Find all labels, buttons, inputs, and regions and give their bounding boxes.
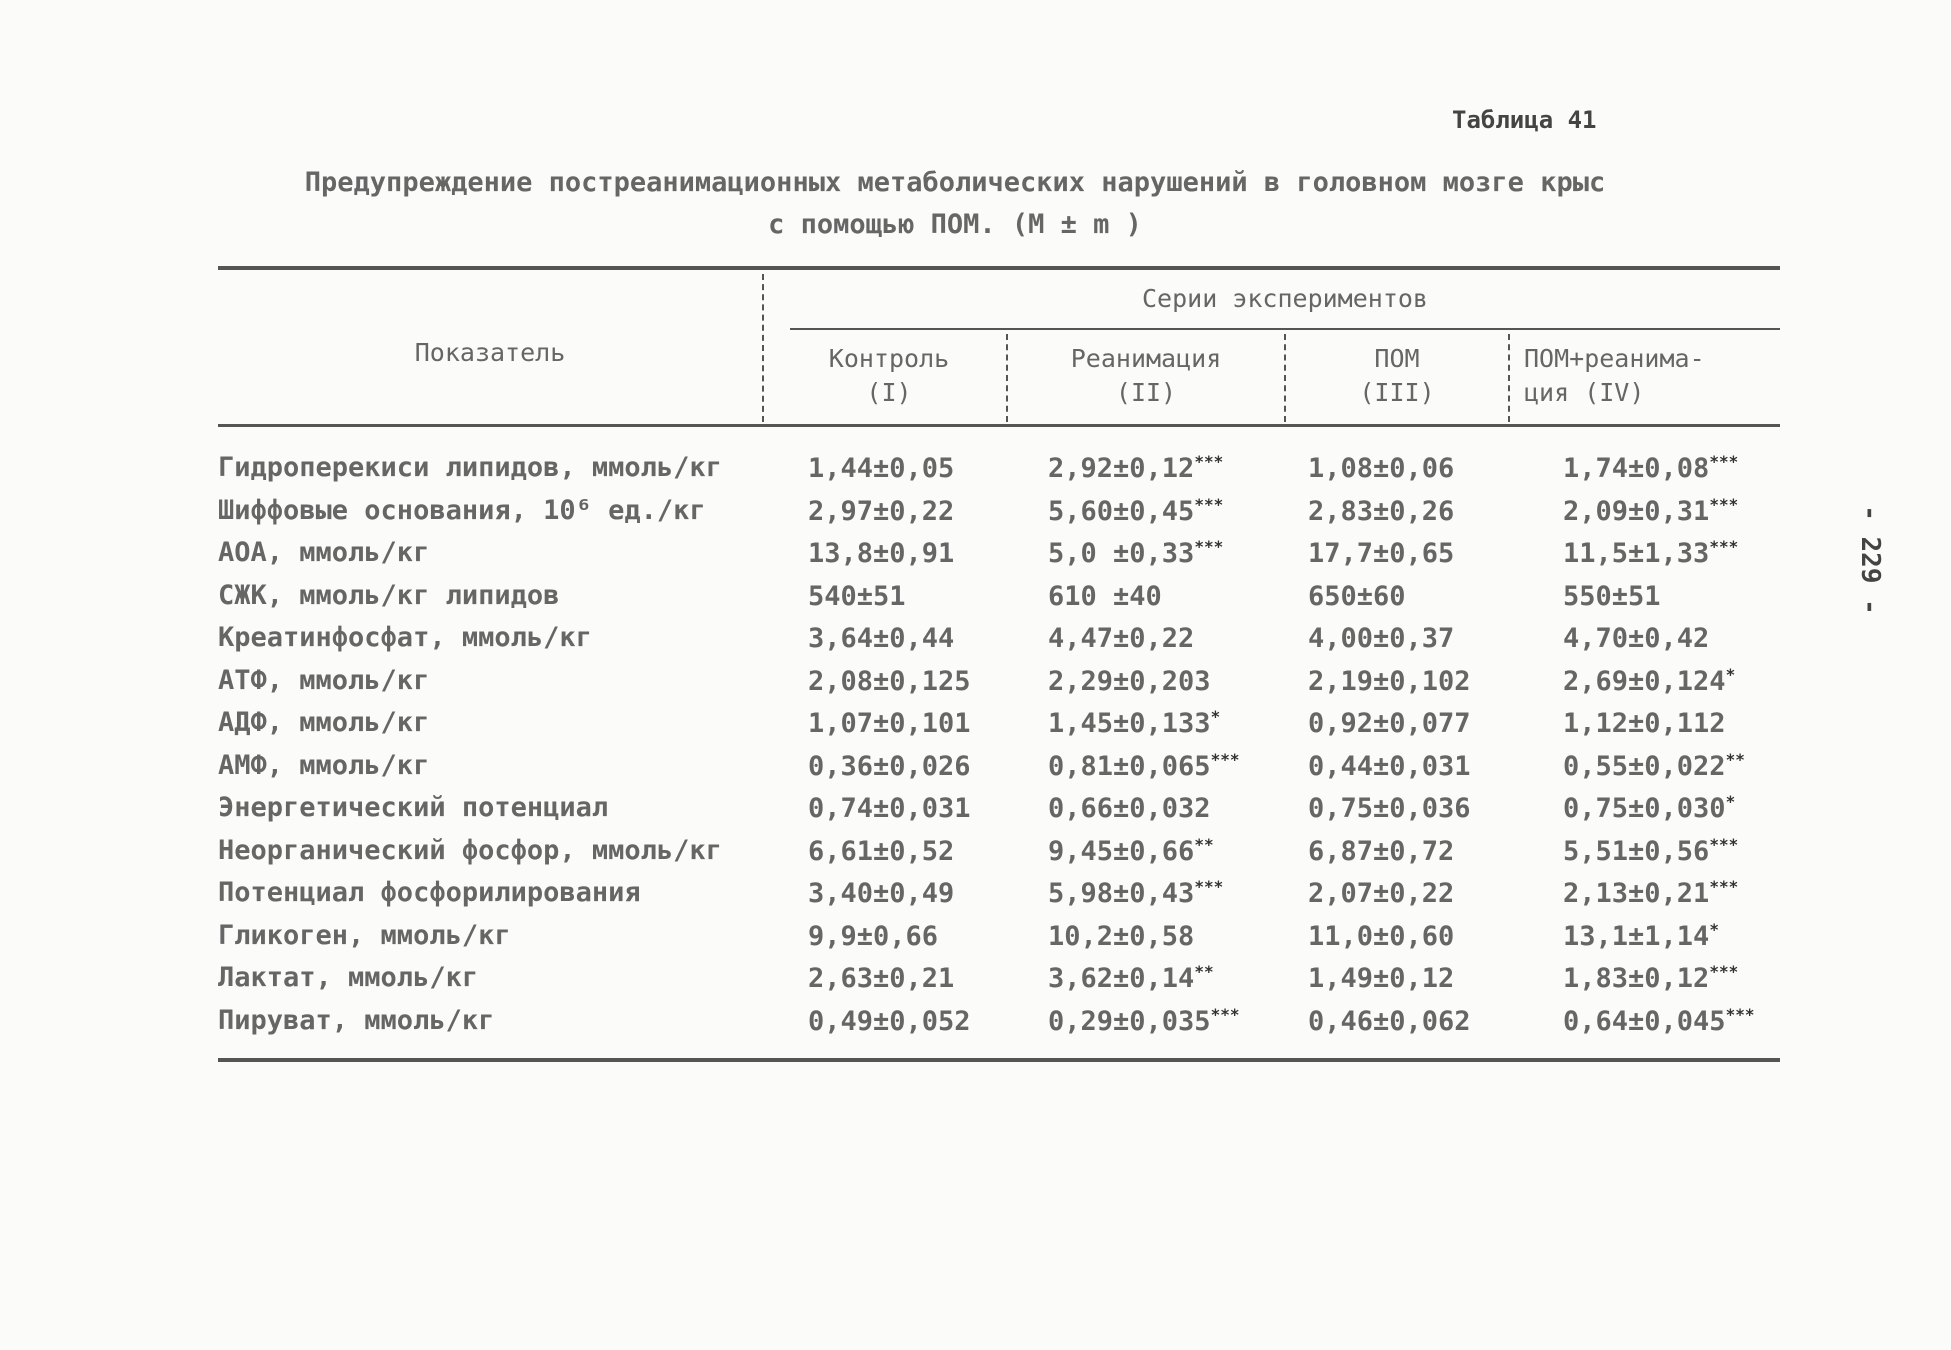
significance-mark: *: [1725, 792, 1736, 811]
value-cell: [808, 835, 954, 867]
value-cell: [1563, 707, 1726, 739]
value-text: 0,55±0,022: [1563, 750, 1726, 782]
significance-mark: **: [1725, 749, 1745, 769]
value-cell: [1308, 707, 1471, 739]
value-text: 0,81±0,065: [1048, 750, 1211, 782]
table-title: [220, 162, 1690, 246]
value-text: 650±60: [1308, 580, 1406, 612]
value-text: 1,07±0,101: [808, 708, 971, 739]
value-text: 3,64±0,44: [808, 623, 955, 654]
value-text: 3,62±0,14: [1048, 963, 1195, 994]
title-line-1: Предупреждение постреанимационных метаболических нарушений в головном мозге крыс: [304, 167, 1606, 198]
indicator-cell: СЖК, ммоль/кг липидов: [218, 579, 560, 611]
value-text: 4,47±0,22: [1048, 623, 1195, 654]
value-text: 11,5±1,33: [1563, 538, 1710, 569]
series-name: Контроль: [828, 344, 950, 373]
significance-mark: *: [1709, 919, 1719, 939]
value-cell: [1563, 452, 1738, 484]
value-text: 2,08±0,125: [808, 665, 971, 697]
value-cell: [808, 962, 954, 994]
value-cell: [1308, 920, 1454, 952]
value-cell: [1563, 877, 1738, 909]
value-cell: [808, 665, 971, 697]
value-cell: [1563, 495, 1738, 527]
value-cell: [1308, 622, 1454, 654]
value-cell: [1563, 750, 1745, 782]
indicator-cell: Пируват, ммоль/кг: [218, 1004, 495, 1036]
value-text: 610 ±40: [1048, 580, 1162, 612]
value-text: 2,69±0,124: [1563, 665, 1726, 697]
table-label: Таблица 41: [1452, 106, 1597, 134]
value-text: 2,09±0,31: [1563, 495, 1710, 527]
value-text: 0,74±0,031: [808, 793, 971, 824]
series-header-3: [1288, 342, 1506, 410]
table-row: [218, 707, 1780, 749]
value-cell: [1308, 792, 1471, 824]
value-text: 2,19±0,102: [1308, 665, 1471, 697]
value-cell: [1563, 1005, 1754, 1037]
significance-mark: *: [1210, 707, 1221, 726]
value-text: 17,7±0,65: [1308, 538, 1455, 569]
value-text: 9,45±0,66: [1048, 835, 1195, 867]
value-cell: [808, 707, 971, 739]
indicator-cell: АМФ, ммоль/кг: [218, 749, 430, 781]
indicator-cell: Лактат, ммоль/кг: [218, 962, 479, 993]
value-text: 2,29±0,203: [1048, 665, 1211, 697]
series-code: (III): [1359, 378, 1435, 407]
value-cell: [1048, 835, 1214, 867]
significance-mark: ***: [1709, 834, 1739, 854]
significance-mark: ***: [1210, 749, 1240, 769]
column-separator: [1006, 334, 1008, 422]
value-cell: [1048, 1005, 1239, 1037]
value-cell: [1563, 920, 1719, 952]
value-text: 2,97±0,22: [808, 495, 955, 527]
value-text: 0,36±0,026: [808, 750, 971, 782]
value-cell: [1308, 750, 1471, 782]
indicator-cell: Гликоген, ммоль/кг: [218, 919, 511, 951]
significance-mark: ***: [1709, 962, 1739, 981]
value-cell: [808, 877, 954, 909]
value-text: 0,92±0,077: [1308, 708, 1471, 739]
value-text: 0,29±0,035: [1048, 1005, 1211, 1037]
value-text: 4,00±0,37: [1308, 623, 1455, 654]
table-row: [218, 537, 1780, 579]
value-cell: [1048, 707, 1220, 739]
significance-mark: ***: [1210, 1004, 1240, 1024]
significance-mark: ***: [1709, 537, 1739, 556]
value-cell: [808, 495, 954, 527]
table-row: [218, 835, 1780, 877]
value-cell: [1048, 792, 1211, 824]
value-text: 2,13±0,21: [1563, 878, 1710, 909]
value-text: 0,75±0,030: [1563, 793, 1726, 824]
value-cell: [1048, 537, 1223, 569]
value-text: 0,44±0,031: [1308, 750, 1471, 782]
series-name: ПОМ: [1374, 344, 1420, 373]
series-name: ПОМ+реанима-: [1524, 344, 1705, 373]
value-cell: [1048, 962, 1214, 994]
value-cell: [808, 580, 906, 612]
significance-mark: ***: [1194, 877, 1224, 896]
table-row: [218, 622, 1780, 664]
value-cell: [808, 1005, 971, 1037]
value-text: 11,0±0,60: [1308, 920, 1455, 952]
value-cell: [1048, 495, 1223, 527]
value-text: 540±51: [808, 580, 906, 612]
table-row: [218, 962, 1780, 1004]
table-row: [218, 877, 1780, 919]
significance-mark: ***: [1725, 1004, 1755, 1024]
column-separator: [1284, 334, 1286, 422]
value-text: 9,9±0,66: [808, 920, 939, 952]
value-text: 6,61±0,52: [808, 835, 955, 867]
indicator-cell: Шиффовые основания, 10⁶ ед./кг: [218, 494, 706, 526]
page-number: - 229 -: [1854, 505, 1885, 615]
table-row: [218, 495, 1780, 537]
column-separator: [1508, 334, 1510, 422]
value-cell: [1308, 1005, 1471, 1037]
value-text: 0,46±0,062: [1308, 1005, 1471, 1037]
value-cell: [1048, 580, 1162, 612]
value-text: 10,2±0,58: [1048, 920, 1195, 952]
table-row: [218, 665, 1780, 707]
significance-mark: ***: [1709, 452, 1739, 471]
significance-mark: ***: [1709, 494, 1739, 514]
table-row: [218, 750, 1780, 792]
significance-mark: **: [1194, 962, 1214, 981]
indicator-cell: АДФ, ммоль/кг: [218, 707, 430, 738]
data-table: [218, 266, 1780, 1066]
value-cell: [1563, 622, 1709, 654]
value-cell: [1048, 877, 1223, 909]
series-code: (I): [866, 378, 912, 407]
value-text: 0,49±0,052: [808, 1005, 971, 1037]
value-text: 2,07±0,22: [1308, 878, 1455, 909]
value-text: 3,40±0,49: [808, 878, 955, 909]
series-header-2: [1010, 342, 1282, 410]
indicator-cell: Энергетический потенциал: [218, 792, 609, 823]
value-cell: [1048, 920, 1194, 952]
value-cell: [1048, 750, 1239, 782]
value-text: 2,92±0,12: [1048, 453, 1195, 484]
value-text: 5,51±0,56: [1563, 835, 1710, 867]
value-cell: [1308, 537, 1454, 569]
value-cell: [1308, 877, 1454, 909]
value-text: 1,44±0,05: [808, 453, 955, 484]
value-cell: [1048, 622, 1194, 654]
value-cell: [1563, 962, 1738, 994]
value-cell: [1308, 495, 1454, 527]
group-rule: [790, 328, 1780, 330]
value-cell: [1308, 665, 1471, 697]
value-text: 13,1±1,14: [1563, 920, 1710, 952]
series-header-4: [1512, 342, 1780, 410]
value-cell: [1563, 580, 1661, 612]
value-cell: [1048, 452, 1223, 484]
value-text: 1,08±0,06: [1308, 453, 1455, 484]
indicator-cell: АОА, ммоль/кг: [218, 537, 430, 568]
series-name: Реанимация: [1070, 344, 1222, 373]
significance-mark: ***: [1194, 494, 1224, 514]
value-text: 4,70±0,42: [1563, 623, 1710, 654]
group-header: Серии экспериментов: [1142, 284, 1428, 313]
value-cell: [1308, 452, 1454, 484]
header-bottom-rule: [218, 424, 1780, 427]
significance-mark: **: [1194, 834, 1214, 854]
significance-mark: *: [1725, 664, 1736, 684]
value-text: 2,63±0,21: [808, 963, 955, 994]
significance-mark: ***: [1194, 452, 1224, 471]
significance-mark: ***: [1194, 537, 1224, 556]
value-cell: [1563, 835, 1738, 867]
indicator-cell: Гидроперекиси липидов, ммоль/кг: [218, 452, 722, 483]
table-row: [218, 452, 1780, 494]
value-text: 1,83±0,12: [1563, 963, 1710, 994]
value-cell: [808, 537, 954, 569]
value-cell: [1563, 665, 1735, 697]
indicator-cell: АТФ, ммоль/кг: [218, 664, 430, 696]
value-cell: [1563, 537, 1738, 569]
value-text: 13,8±0,91: [808, 538, 955, 569]
value-text: 6,87±0,72: [1308, 835, 1455, 867]
series-header-1: [774, 342, 1004, 410]
value-text: 0,75±0,036: [1308, 793, 1471, 824]
value-text: 1,45±0,133: [1048, 708, 1211, 739]
top-rule: [218, 266, 1780, 270]
value-cell: [808, 452, 954, 484]
value-text: 1,74±0,08: [1563, 453, 1710, 484]
value-cell: [1308, 835, 1454, 867]
value-text: 1,49±0,12: [1308, 963, 1455, 994]
table-row: [218, 920, 1780, 962]
value-cell: [1308, 962, 1454, 994]
value-text: 1,12±0,112: [1563, 708, 1726, 739]
series-code: (II): [1115, 378, 1177, 407]
table-row: [218, 792, 1780, 834]
value-cell: [1563, 792, 1735, 824]
column-separator: [762, 274, 764, 422]
title-line-2: с помощью ПОМ. (M ± m ): [768, 209, 1142, 240]
value-text: 0,66±0,032: [1048, 793, 1211, 824]
value-cell: [808, 792, 971, 824]
indicator-cell: Креатинфосфат, ммоль/кг: [218, 622, 592, 653]
value-text: 2,83±0,26: [1308, 495, 1455, 527]
value-text: 550±51: [1563, 580, 1661, 612]
value-cell: [1048, 665, 1211, 697]
value-cell: [808, 920, 938, 952]
indicator-cell: Потенциал фосфорилирования: [218, 877, 641, 908]
value-cell: [808, 622, 954, 654]
value-cell: [1308, 580, 1406, 612]
series-code: ция (IV): [1524, 378, 1645, 407]
table-row: [218, 580, 1780, 622]
value-text: 5,98±0,43: [1048, 878, 1195, 909]
significance-mark: ***: [1709, 877, 1739, 896]
indicator-cell: Неорганический фосфор, ммоль/кг: [218, 834, 722, 866]
table-row: [218, 1005, 1780, 1047]
value-text: 5,0 ±0,33: [1048, 538, 1195, 569]
bottom-rule: [218, 1058, 1780, 1062]
value-text: 0,64±0,045: [1563, 1005, 1726, 1037]
value-text: 5,60±0,45: [1048, 495, 1195, 527]
indicator-header: Показатель: [414, 338, 566, 367]
value-cell: [808, 750, 971, 782]
